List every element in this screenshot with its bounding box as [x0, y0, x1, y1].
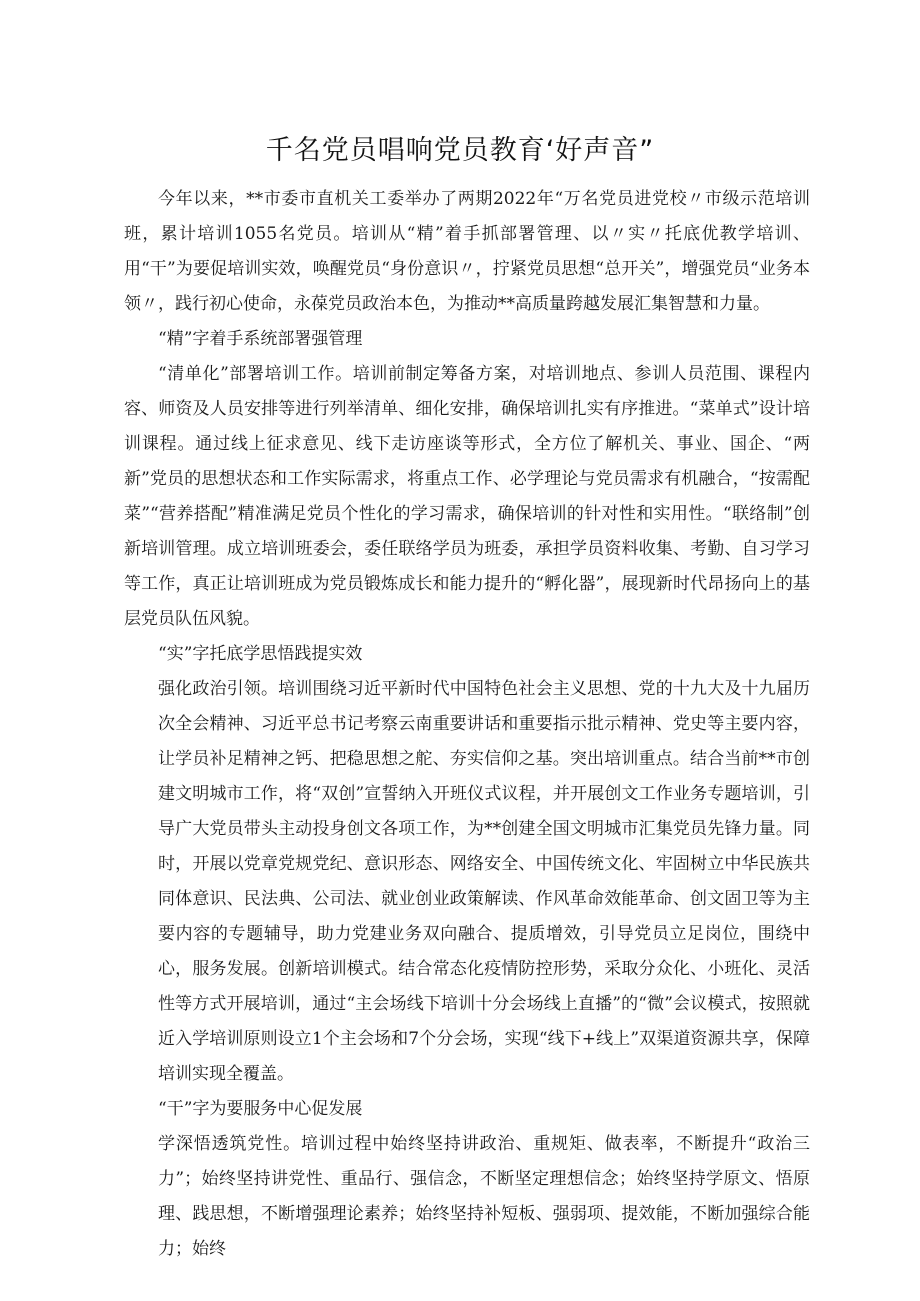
section-heading-jing: “精”字着手系统部署强管理: [158, 329, 363, 349]
document-body: [124, 182, 810, 1267]
document-title: 千名党员唱响党员教育‘好声音”: [265, 135, 655, 166]
intro-paragraph: 今年以来，**市委市直机关工委举办了两期2022年“万名党员进党校〃市级示范培训班，累计培训1055名党员。培训从“精”着手抓部署管理、以〃实〃托底优教学培训、用“干”为要促培训实效，唤醒党员“身份意识〃，拧紧党员思想“总开关”，增强党员“业务本领〃，践行初心使命，永葆党员政治本色，为推动**高质量跨越发展汇集智慧和力量。: [124, 189, 810, 314]
section-heading-shi: “实”字托底学思悟践提实效: [158, 644, 363, 664]
section-paragraph-shi: 强化政治引领。培训围绕习近平新时代中国特色社会主义思想、党的十九大及十九届历次全会精神、习近平总书记考察云南重要讲话和重要指示批示精神、党史等主要内容，让学员补足精神之钙、把稳思想之舵、夯实信仰之基。突出培训重点。结合当前**市创建文明城市工作，将“双创”宣誓纳入开班仪式议程，并开展创文工作业务专题培训，引导广大党员带头主动投身创文各项工作，为**创建全国文明城市汇集党员先锋力量。同时，开展以党章党规党纪、意识形态、网络安全、中国传统文化、牢固树立中华民族共同体意识、民法典、公司法、就业创业政策解读、作风革命效能革命、创文固卫等为主要内容的专题辅导，助力党建业务双向融合、提质增效，引导党员立足岗位，围绕中心，服务发展。创新培训模式。结合常态化疫情防控形势，采取分众化、小班化、灵活性等方式开展培训，通过“主会场线下培训十分会场线上直播”的“微”会议模式，按照就近入学培训原则设立1个主会场和7个分会场，实现“线下+线上”双渠道资源共享，保障培训实现全覆盖。: [158, 679, 810, 1084]
section-paragraph-jing: “清单化”部署培训工作。培训前制定筹备方案，对培训地点、参训人员范围、课程内容、师资及人员安排等进行列举清单、细化安排，确保培训扎实有序推进。“菜单式”设计培训课程。通过线上征求意见、线下走访座谈等形式，全方位了解机关、事业、国企、“两新”党员的思想状态和工作实际需求，将重点工作、必学理论与党员需求有机融合，“按需配菜”“营养搭配”精准满足党员个性化的学习需求，确保培训的针对性和实用性。“联络制”创新培训管理。成立培训班委会，委任联络学员为班委，承担学员资料收集、考勤、自习学习等工作，真正让培训班成为党员锻炼成长和能力提升的“孵化器”，展现新时代昂扬向上的基层党员队伍风貌。: [124, 364, 810, 629]
section-paragraph-gan: 学深悟透筑党性。培训过程中始终坚持讲政治、重规矩、做表率，不断提升“政治三力”；始终坚持讲党性、重品行、强信念，不断坚定理想信念；始终坚持学原文、悟原理、践思想，不断增强理论素养；始终坚持补短板、强弱项、提效能，不断加强综合能力；始终: [158, 1134, 810, 1259]
section-heading-gan: “干”字为要服务中心促发展: [158, 1099, 363, 1119]
